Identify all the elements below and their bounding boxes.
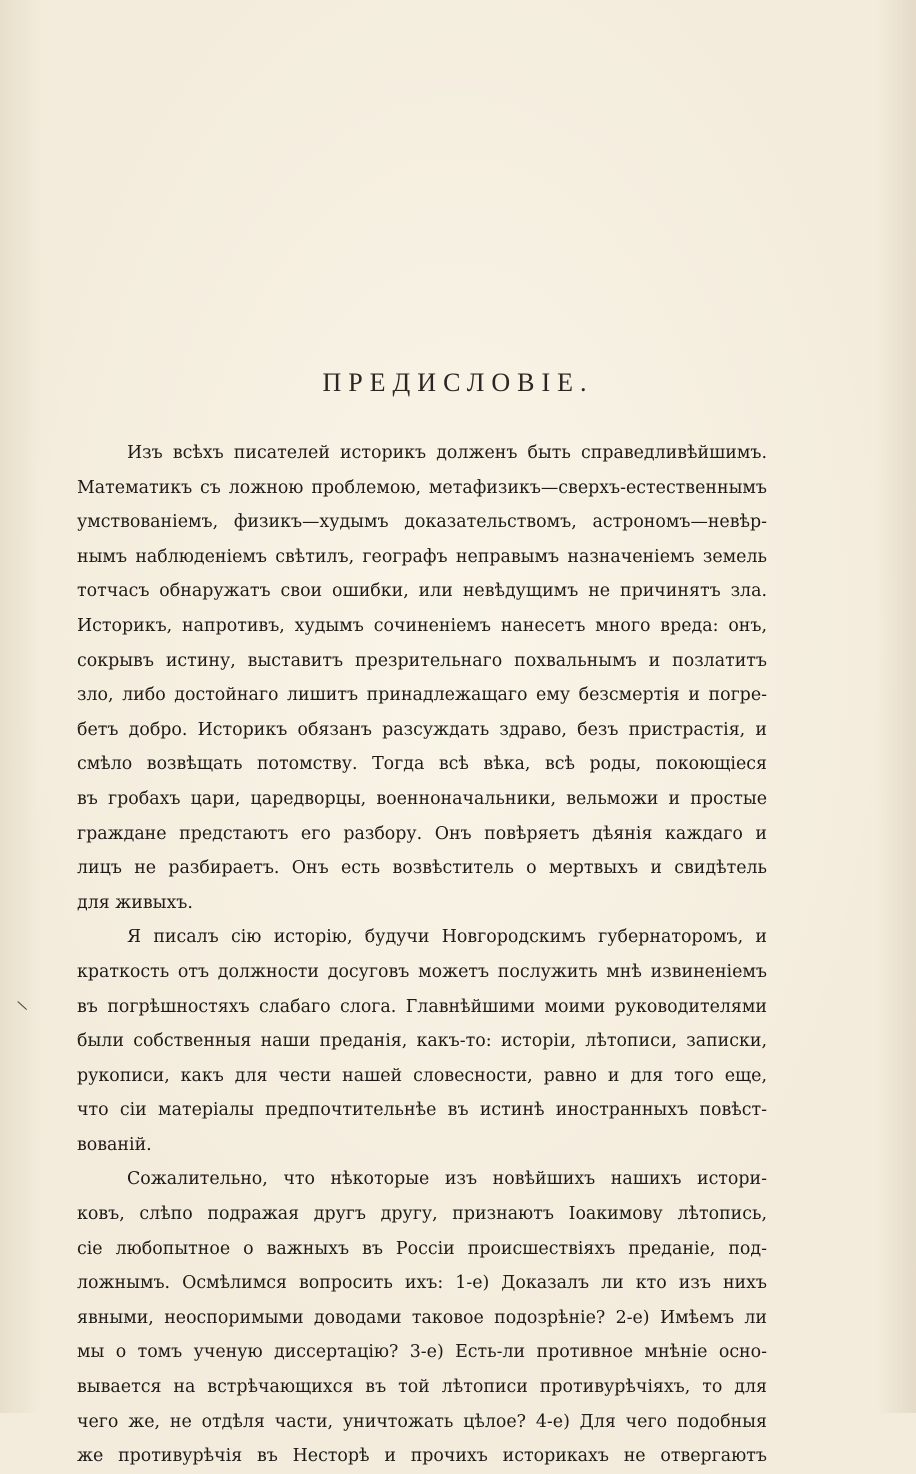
text-line: сокрывъ истину, выставитъ презрительнаго похвальнымъ и позлатитъ bbox=[77, 650, 767, 671]
text-line: умствованіемъ, физикъ—худымъ доказательствомъ, астрономъ—невѣр- bbox=[77, 512, 767, 533]
text-line: чего же, не отдѣля части, уничтожать цѣлое? 4-е) Для чего подобныя bbox=[77, 1411, 767, 1432]
text-line: Изъ всѣхъ писателей историкъ долженъ быть справедливѣйшимъ. bbox=[127, 443, 767, 463]
text-line: смѣло возвѣщать потомству. Тогда всѣ вѣка, всѣ роды, покоющіеся bbox=[77, 754, 767, 775]
text-line: сіе любопытное о важныхъ въ Россіи происшествіяхъ преданіе, под- bbox=[77, 1238, 767, 1259]
text-line: Сожалительно, что нѣкоторые изъ новѣйшихъ нашихъ истори- bbox=[127, 1169, 767, 1190]
text-line: вывается на встрѣчающихся въ той лѣтописи противурѣчіяхъ, то для bbox=[77, 1377, 767, 1398]
page-title: ПРЕДИСЛОВІЕ. bbox=[322, 368, 594, 397]
text-line: же противурѣчія въ Несторѣ и прочихъ историкахъ не отвергаютъ bbox=[77, 1446, 767, 1467]
text-line: явными, неоспоримыми доводами таковое подозрѣніе? 2-е) Имѣемъ ли bbox=[77, 1307, 767, 1328]
text-line: въ погрѣшностяхъ слабаго слога. Главнѣйшими моими руководителями bbox=[77, 996, 767, 1017]
text-line: для живыхъ. bbox=[77, 892, 193, 913]
margin-mark: \ bbox=[16, 997, 29, 1015]
text-line: нымъ наблюденіемъ свѣтилъ, географъ неправымъ назначеніемъ земель bbox=[77, 546, 767, 567]
text-line: ковъ, слѣпо подражая другъ другу, признаютъ Іоакимову лѣтопись, bbox=[77, 1204, 767, 1225]
text-line: граждане предстаютъ его разбору. Онъ повѣряетъ дѣянія каждаго и bbox=[77, 823, 767, 844]
text-line: Историкъ, напротивъ, худымъ сочиненіемъ нанесетъ много вреда: онъ, bbox=[77, 615, 767, 636]
text-line: Математикъ съ ложною проблемою, метафизикъ—сверхъ-естественнымъ bbox=[77, 477, 767, 498]
text-line: краткость отъ должности досуговъ можетъ послужить мнѣ извиненіемъ bbox=[77, 961, 767, 982]
text-line: лицъ не разбираетъ. Онъ есть возвѣститель о мертвыхъ и свидѣтель bbox=[77, 858, 767, 879]
text-line: рукописи, какъ для чести нашей словесности, равно и для того еще, bbox=[77, 1065, 767, 1086]
text-line: мы о томъ ученую диссертацію? 3-е) Есть-ли противное мнѣніе осно- bbox=[77, 1342, 767, 1363]
text-line: зло, либо достойнаго лишитъ принадлежащаго ему безсмертія и погре- bbox=[77, 685, 767, 706]
text-line: что сіи матеріалы предпочтительнѣе въ истинѣ иностранныхъ повѣст- bbox=[77, 1100, 767, 1121]
body-text bbox=[77, 436, 767, 1474]
text-line: бетъ добро. Историкъ обязанъ разсуждать здраво, безъ пристрастія, и bbox=[77, 719, 767, 740]
text-line: вованій. bbox=[77, 1134, 152, 1155]
text-line: тотчасъ обнаружатъ свои ошибки, или невѣдущимъ не причинятъ зла. bbox=[77, 581, 767, 602]
text-line: ложнымъ. Осмѣлимся вопросить ихъ: 1-е) Доказалъ ли кто изъ нихъ bbox=[77, 1273, 767, 1294]
text-line: были собственныя наши преданія, какъ-то: исторіи, лѣтописи, записки, bbox=[77, 1031, 767, 1052]
text-line: въ гробахъ цари, царедворцы, военноначальники, вельможи и простые bbox=[77, 788, 767, 809]
text-line: Я писалъ сію исторію, будучи Новгородскимъ губернаторомъ, и bbox=[127, 927, 767, 948]
